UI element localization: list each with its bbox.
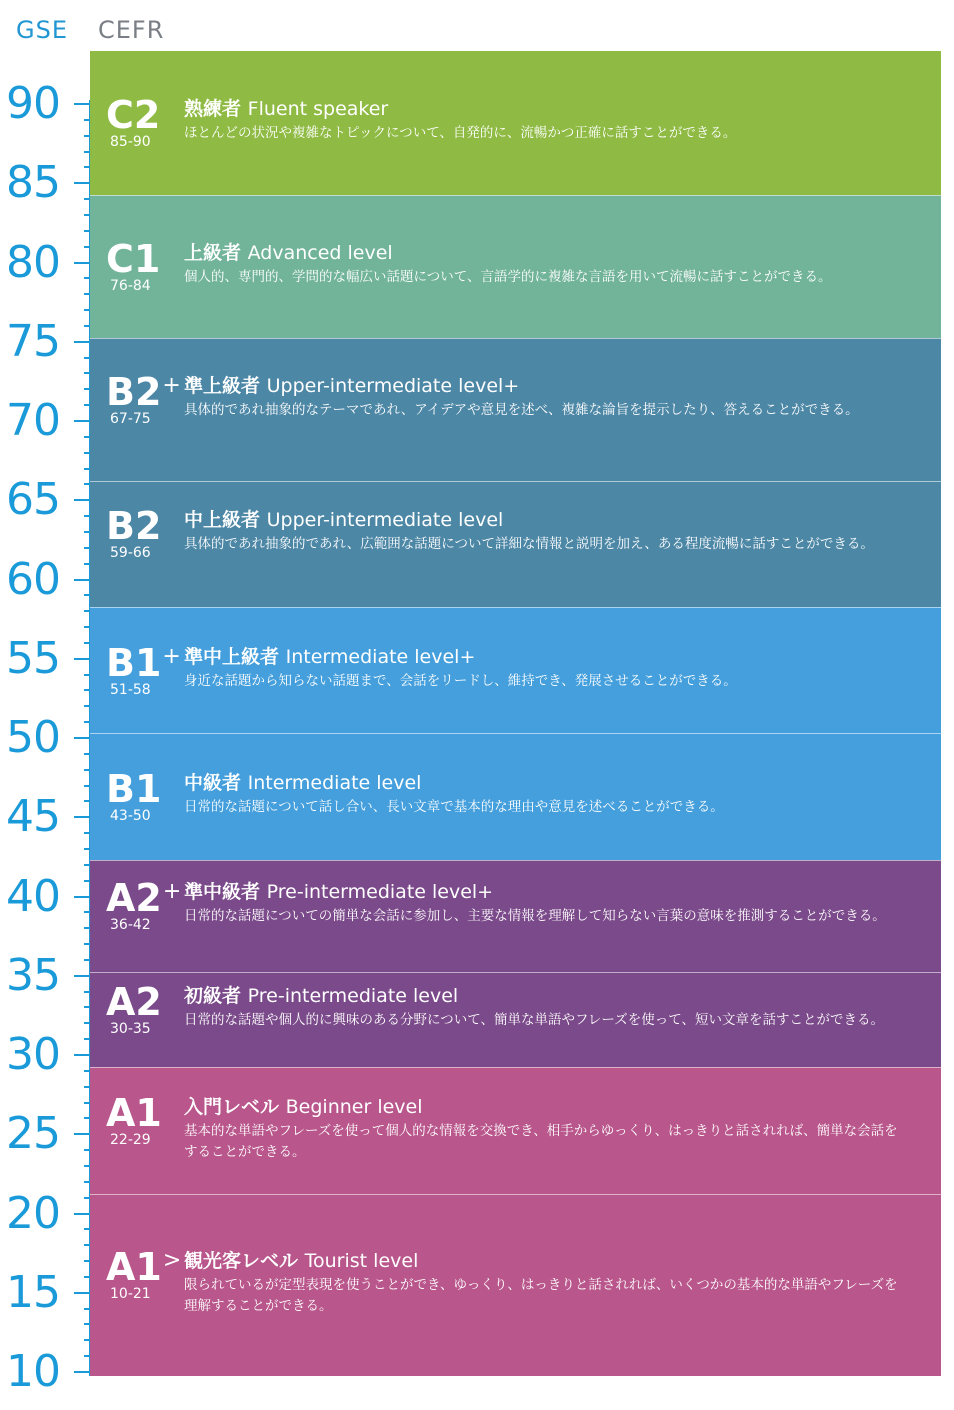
band-title-en: Pre-intermediate level+ xyxy=(266,881,494,903)
band-title xyxy=(184,1092,423,1119)
cefr-level-code: C2 xyxy=(106,93,161,137)
gse-header: GSE xyxy=(16,16,68,44)
cefr-level xyxy=(106,641,181,685)
scale-major-tick xyxy=(74,816,90,818)
scale-label: 20 xyxy=(6,1187,60,1239)
band-title-ja: 入門レベル xyxy=(184,1096,280,1118)
cefr-level-code: B1 xyxy=(106,767,162,811)
band-title xyxy=(184,505,503,532)
gse-range: 67-75 xyxy=(110,411,151,427)
scale-label: 80 xyxy=(6,236,60,288)
scale-label: 35 xyxy=(6,949,60,1001)
cefr-level-code: C1 xyxy=(106,237,161,281)
band-description: 日常的な話題についての簡単な会話に参加し、主要な情報を理解して知らない言葉の意味を推測することができる。 xyxy=(184,908,886,924)
cefr-band xyxy=(90,481,941,607)
band-title-en: Upper-intermediate level+ xyxy=(266,375,520,397)
scale-label: 65 xyxy=(6,474,60,526)
scale-label: 70 xyxy=(6,395,60,446)
scale-major-tick xyxy=(74,896,90,898)
band-title xyxy=(184,981,458,1008)
band-title-ja: 中上級者 xyxy=(184,509,261,531)
band-title-en: Tourist level xyxy=(304,1250,419,1272)
band-title-en: Intermediate level+ xyxy=(285,646,476,668)
cefr-band xyxy=(90,51,941,195)
band-title-en: Upper-intermediate level xyxy=(266,509,504,531)
gse-range: 76-84 xyxy=(110,278,151,294)
band-description: 具体的であれ抽象的であれ、広範囲な話題について詳細な情報と説明を加え、ある程度流暢に話すことができる。 xyxy=(184,536,874,552)
band-title-en: Advanced level xyxy=(247,242,393,264)
band-title-en: Pre-intermediate level xyxy=(247,985,459,1007)
cefr-band xyxy=(90,195,941,338)
band-title xyxy=(184,94,388,121)
band-description: ほとんどの状況や複雑なトピックについて、自発的に、流暢かつ正確に話すことができる。 xyxy=(184,125,737,141)
cefr-band xyxy=(90,860,941,972)
scale-major-tick xyxy=(74,262,90,264)
scale-label: 55 xyxy=(6,632,60,684)
cefr-level xyxy=(106,1245,182,1289)
gse-range: 36-42 xyxy=(110,917,151,933)
gse-range: 51-58 xyxy=(110,682,151,698)
band-description: 個人的、専門的、学問的な幅広い話題について、言語学的に複雑な言語を用いて流暢に話すことができる。 xyxy=(184,269,832,285)
cefr-band xyxy=(90,1067,941,1194)
gse-range: 22-29 xyxy=(110,1132,151,1148)
cefr-level-modifier: + xyxy=(162,644,181,669)
band-title-en: Intermediate level xyxy=(247,772,422,794)
scale-label: 60 xyxy=(6,553,60,605)
gse-range: 43-50 xyxy=(110,808,151,824)
cefr-level xyxy=(106,767,162,811)
cefr-level-code: A2 xyxy=(106,980,162,1024)
band-title-ja: 準中上級者 xyxy=(184,646,280,668)
band-title xyxy=(184,371,519,398)
cefr-band xyxy=(90,972,941,1067)
cefr-level-code: A1 xyxy=(106,1091,162,1135)
cefr-bands xyxy=(90,51,941,1376)
scale-label: 85 xyxy=(6,157,60,209)
band-title xyxy=(184,642,475,669)
cefr-band xyxy=(90,607,941,733)
band-title-ja: 観光客レベル xyxy=(184,1250,299,1272)
band-title-ja: 上級者 xyxy=(184,242,242,264)
cefr-band xyxy=(90,733,941,860)
band-description: 身近な話題から知らない話題まで、会話をリードし、維持でき、発展させることができる。 xyxy=(184,673,737,689)
band-description: 日常的な話題や個人的に興味のある分野について、簡単な単語やフレーズを使って、短い文章を話すことができる。 xyxy=(184,1012,884,1028)
band-description: 具体的であれ抽象的なテーマであれ、アイデアや意見を述べ、複雑な論旨を提示したり、答えることができる。 xyxy=(184,402,859,418)
scale-major-tick xyxy=(74,103,90,105)
scale-label: 25 xyxy=(6,1108,60,1160)
scale-major-tick xyxy=(74,1292,90,1294)
scale-major-tick xyxy=(74,737,90,739)
scale-label: 50 xyxy=(6,712,60,763)
cefr-level xyxy=(106,504,162,548)
cefr-level xyxy=(106,980,163,1024)
gse-range: 59-66 xyxy=(110,545,151,561)
cefr-level xyxy=(106,1091,163,1135)
scale-label: 15 xyxy=(6,1266,60,1318)
scale-label: 30 xyxy=(6,1029,60,1080)
band-title-ja: 熟練者 xyxy=(184,98,242,120)
band-description: 日常的な話題について話し合い、長い文章で基本的な理由や意見を述べることができる。 xyxy=(184,799,724,815)
cefr-level xyxy=(106,93,161,137)
gse-range: 30-35 xyxy=(110,1021,151,1037)
cefr-level-code: A2 xyxy=(106,876,162,920)
gse-scale xyxy=(0,0,100,1410)
scale-major-tick xyxy=(74,420,90,422)
band-title-ja: 中級者 xyxy=(184,772,242,794)
gse-range: 10-21 xyxy=(110,1286,151,1302)
cefr-level-modifier: + xyxy=(162,373,181,398)
cefr-band xyxy=(90,338,941,481)
band-title xyxy=(184,1246,418,1273)
cefr-band xyxy=(90,1194,941,1376)
cefr-level-code: B1 xyxy=(106,641,162,685)
scale-major-tick xyxy=(74,579,90,581)
scale-label: 75 xyxy=(6,315,60,367)
scale-major-tick xyxy=(74,658,90,660)
cefr-level xyxy=(106,370,181,414)
band-description: 基本的な単語やフレーズを使って個人的な情報を交換でき、相手からゆっくり、はっきりと話されれば、簡単な会話をすることができる。 xyxy=(184,1123,898,1160)
band-title-ja: 準中級者 xyxy=(184,881,261,903)
cefr-level xyxy=(106,876,182,920)
band-title-en: Fluent speaker xyxy=(247,98,389,120)
scale-major-tick xyxy=(74,1054,90,1056)
cefr-level-code: B2 xyxy=(106,504,162,548)
band-title xyxy=(184,238,393,265)
cefr-level xyxy=(106,237,161,281)
scale-label: 10 xyxy=(6,1346,60,1397)
scale-major-tick xyxy=(74,1371,90,1373)
band-title-ja: 準上級者 xyxy=(184,375,261,397)
band-title xyxy=(184,877,493,904)
band-title-ja: 初級者 xyxy=(184,985,242,1007)
band-title-en: Beginner level xyxy=(285,1096,423,1118)
scale-label: 40 xyxy=(6,870,60,922)
cefr-level-modifier: > xyxy=(162,1248,182,1273)
scale-major-tick xyxy=(74,499,90,501)
scale-major-tick xyxy=(74,182,90,184)
scale-major-tick xyxy=(74,1133,90,1135)
cefr-level-code: B2 xyxy=(106,370,162,414)
scale-label: 45 xyxy=(6,791,60,843)
scale-major-tick xyxy=(74,1213,90,1215)
cefr-level-modifier: + xyxy=(162,879,182,904)
scale-label: 90 xyxy=(6,78,60,129)
band-title xyxy=(184,768,421,795)
scale-major-tick xyxy=(74,341,90,343)
gse-range: 85-90 xyxy=(110,134,151,150)
cefr-level-code: A1 xyxy=(106,1245,162,1289)
scale-major-tick xyxy=(74,975,90,977)
band-description: 限られているが定型表現を使うことができ、ゆっくり、はっきりと話されれば、いくつかの基本的な単語やフレーズを理解することができる。 xyxy=(184,1277,898,1314)
cefr-header: CEFR xyxy=(98,16,165,44)
